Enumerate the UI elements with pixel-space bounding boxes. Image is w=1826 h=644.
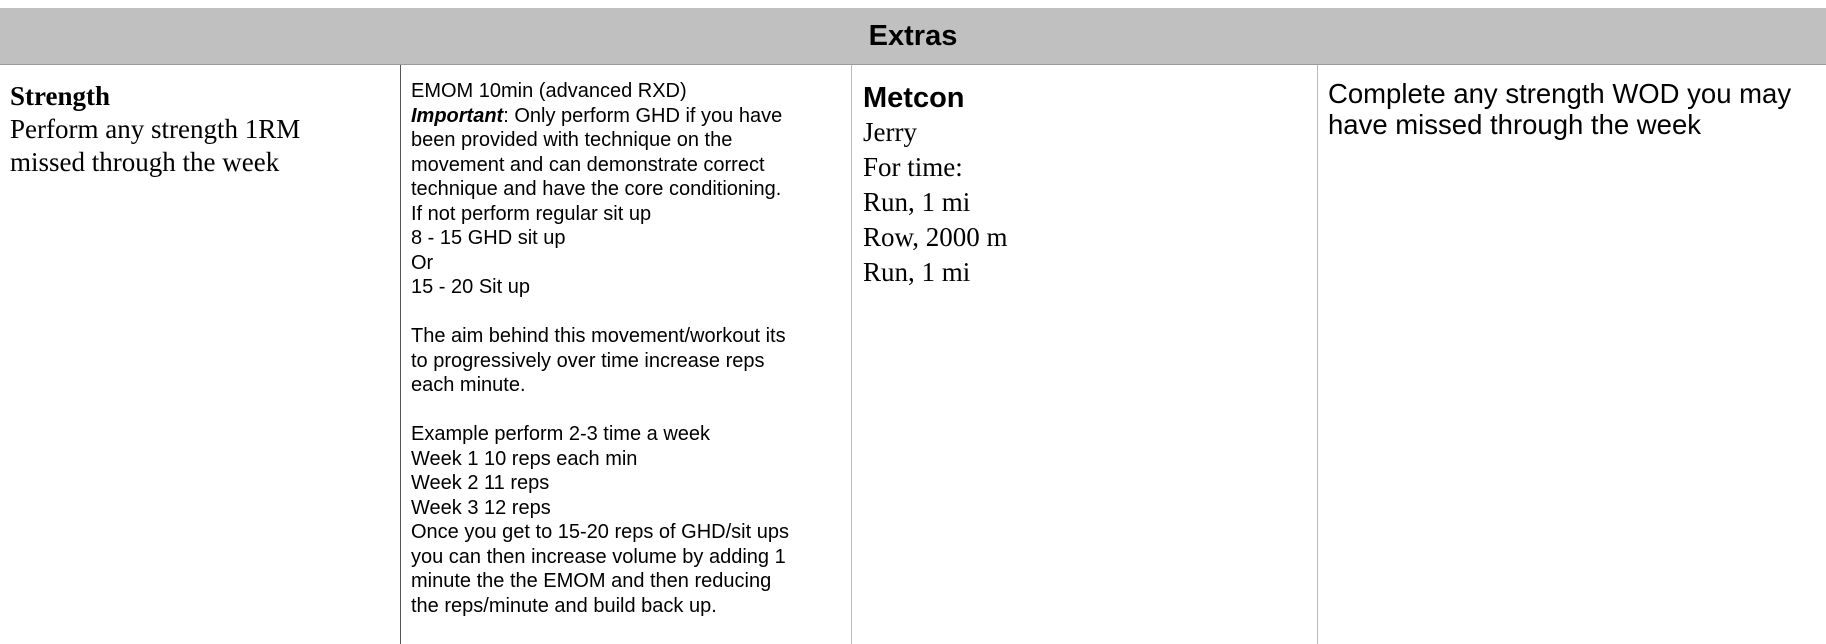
emom-column: [400, 65, 851, 644]
important-text: : Only perform GHD if you have: [503, 104, 783, 127]
emom-line: to progressively over time increase reps: [411, 349, 765, 372]
emom-line: The aim behind this movement/workout its: [411, 325, 786, 347]
strength-column: [0, 65, 400, 644]
emom-important-line: [411, 104, 843, 129]
strength-title: Strength: [10, 81, 111, 111]
metcon-title: Metcon: [863, 82, 965, 114]
metcon-line: Run, 1 mi: [863, 187, 971, 217]
emom-line: 8 - 15 GHD sit up: [411, 227, 566, 249]
emom-text: [411, 79, 843, 618]
metcon-details: [863, 115, 1008, 290]
workout-grid: [0, 65, 1826, 644]
metcon-line: Row, 2000 m: [863, 222, 1008, 252]
top-strip: [0, 0, 1826, 8]
emom-line: the reps/minute and build back up.: [411, 594, 717, 617]
strength-description: Perform any strength 1RM missed through the week: [10, 114, 301, 177]
emom-line: Once you get to 15-20 reps of GHD/sit ups: [411, 521, 789, 543]
emom-line: been provided with technique on the: [411, 129, 733, 151]
paragraph-gap: [411, 398, 843, 423]
complete-column: [1317, 65, 1826, 644]
emom-line: Week 3 12 reps: [411, 496, 551, 519]
emom-line: Or: [411, 251, 434, 274]
section-title: Extras: [868, 19, 958, 52]
metcon-line: Run, 1 mi: [863, 257, 971, 287]
complete-description: Complete any strength WOD you may have missed through the week: [1328, 78, 1792, 140]
emom-line: you can then increase volume by adding 1: [411, 545, 786, 568]
emom-heading: EMOM 10min (advanced RXD): [411, 80, 687, 102]
metcon-workout-name: Jerry: [863, 117, 917, 147]
emom-line: movement and can demonstrate correct: [411, 153, 765, 176]
emom-line: 15 - 20 Sit up: [411, 276, 530, 298]
emom-line: each minute.: [411, 374, 526, 396]
metcon-line: For time:: [863, 152, 963, 182]
important-label: Important: [411, 104, 504, 127]
emom-line: If not perform regular sit up: [411, 202, 652, 225]
paragraph-gap: [411, 300, 843, 325]
section-header: [0, 8, 1826, 65]
emom-line: technique and have the core conditioning.: [411, 178, 782, 200]
emom-line: Week 2 11 reps: [411, 472, 550, 494]
emom-line: Week 1 10 reps each min: [411, 447, 638, 470]
emom-line: minute the the EMOM and then reducing: [411, 570, 772, 592]
metcon-column: [851, 65, 1317, 644]
emom-line: Example perform 2-3 time a week: [411, 423, 711, 445]
